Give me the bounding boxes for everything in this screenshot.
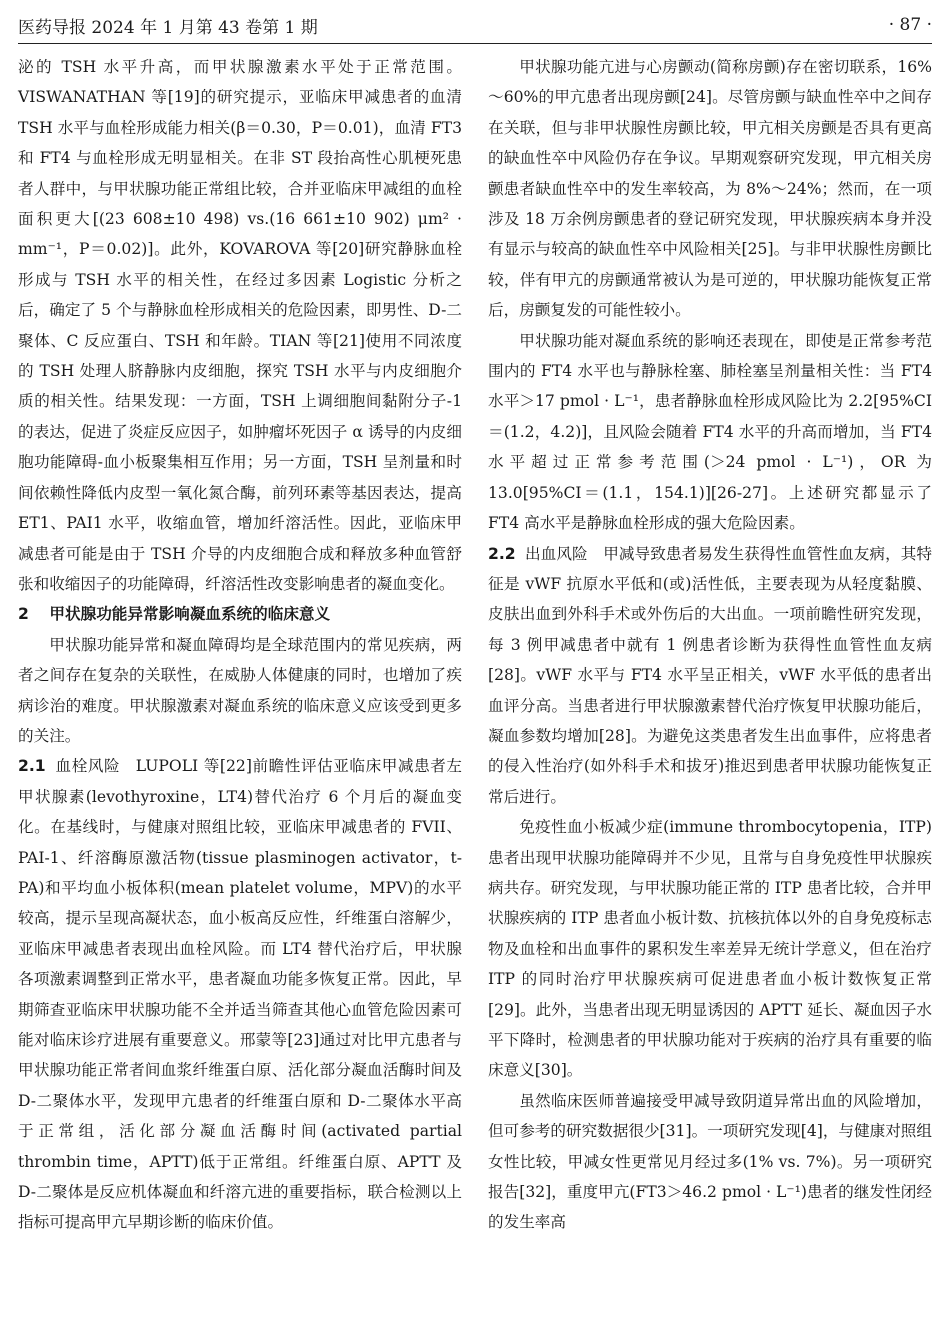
subsection-number: 2.2 <box>488 544 516 563</box>
subsection-paragraph <box>18 751 462 1238</box>
subsection-title: 出血风险 <box>524 544 588 563</box>
page-number: · 87 · <box>888 15 932 35</box>
header-rule <box>18 43 932 44</box>
subsection-paragraph <box>488 539 932 813</box>
paragraph: 免疫性血小板减少症(immune thrombocytopenia，ITP)患者出现甲状腺功能障碍并不少见，且常与自身免疫性甲状腺疾病共存。研究发现，与甲状腺功能正常的 ITP 患者比较，合并甲状腺疾病的 ITP 患者血小板计数、抗核抗体以外的自身免疫标志物及血栓和出血事件的累积发生率差异无统计学意义，但在治疗 ITP 的同时治疗甲状腺疾病可促进患者血小板计数恢复正常[29]。此外，当患者出现无明显诱因的 APTT 延长、凝血因子水平下降时，检测患者的甲状腺功能对于疾病的治疗具有重要的临床意义[30]。 <box>488 818 932 1080</box>
subsection-title: 血栓风险 <box>54 757 121 776</box>
section-heading <box>18 599 462 629</box>
paragraph: 甲状腺功能对凝血系统的影响还表现在，即使是正常参考范围内的 FT4 水平也与静脉栓塞、肺栓塞呈剂量相关性：当 FT4 水平＞17 pmol · L⁻¹，患者静脉血栓形成风险比为 2.2[95%CI＝(1.2，4.2)]，且风险会随着 FT4 水平的升高而增加，当 FT4 水平超过正常参考范围(＞24 pmol · L⁻¹)，OR 为 13.0[95%CI＝(1.1，154.1)][26-27]。上述研究都显示了 FT4 高水平是静脉血栓形成的强大危险因素。 <box>488 331 932 533</box>
paragraph: 甲状腺功能亢进与心房颤动(简称房颤)存在密切联系，16%～60%的甲亢患者出现房颤[24]。尽管房颤与缺血性卒中之间存在关联，但与非甲状腺性房颤比较，甲亢相关房颤是否具有更高的缺血性卒中风险仍存在争议。早期观察研究发现，甲亢相关房颤患者缺血性卒中的发生率较高，为 8%～24%；然而，在一项涉及 18 万余例房颤患者的登记研究发现，甲状腺疾病本身并没有显示与较高的缺血性卒中风险相关[25]。与非甲状腺性房颤比较，伴有甲亢的房颤通常被认为是可逆的，甲状腺功能恢复正常后，房颤复发的可能性较小。 <box>488 58 932 320</box>
subsection-number: 2.1 <box>18 757 46 776</box>
paragraph-text: 甲减导致患者易发生获得性血管性血友病，其特征是 vWF 抗原水平低和(或)活性低，主要表现为从轻度黏膜、皮肤出血到外科手术或外伤后的大出血。一项前瞻性研究发现，每 3 例甲减患者中就有 1 例患者诊断为获得性血管性血友病[28]。vWF 水平与 FT4 水平呈正相关，vWF 水平低的患者出血评分高。当患者进行甲状腺激素替代治疗恢复甲状腺功能后，凝血参数均增加[28]。为避免这类患者发生出血事件，应将患者的侵入性治疗(如外科手术和拔牙)推迟到患者甲状腺功能恢复正常后进行。 <box>488 544 932 806</box>
left-column <box>18 52 462 1238</box>
right-column <box>488 52 932 1238</box>
page-header <box>18 10 932 40</box>
paragraph: 泌的 TSH 水平升高，而甲状腺激素水平处于正常范围。VISWANATHAN 等[19]的研究提示，亚临床甲减患者的血清 TSH 水平与血栓形成能力相关(β＝0.30，P＝0.01)，血清 FT3 和 FT4 与血栓形成无明显相关。在非 ST 段抬高性心肌梗死患者人群中，与甲状腺功能正常组比较，合并亚临床甲减组的血栓面积更大[(23 608±10 498) vs.(16 661±10 902) μm² · mm⁻¹，P＝0.02)]。此外，KOVAROVA 等[20]研究静脉血栓形成与 TSH 水平的相关性，在经过多因素 Logistic 分析之后，确定了 5 个与静脉血栓形成相关的危险因素，即男性、D-二聚体、C 反应蛋白、TSH 和年龄。TIAN 等[21]使用不同浓度的 TSH 处理人脐静脉内皮细胞，探究 TSH 水平与内皮细胞介质的相关性。结果发现：一方面，TSH 上调细胞间黏附分子-1 的表达，促进了炎症反应因子，如肿瘤坏死因子 α 诱导的内皮细胞功能障碍-血小板聚集相互作用；另一方面，TSH 呈剂量和时间依赖性降低内皮型一氧化氮合酶，前列环素等基因表达，提高 ET1、PAI1 水平，收缩血管，增加纤溶活性。因此，亚临床甲减患者可能是由于 TSH 介导的内皮细胞合成和释放多种血管舒张和收缩因子的功能障碍，纤溶活性改变影响患者的凝血变化。 <box>18 58 462 593</box>
paragraph-text: LUPOLI 等[22]前瞻性评估亚临床甲减患者左甲状腺素(levothyroxine，LT4)替代治疗 6 个月后的凝血变化。在基线时，与健康对照组比较，亚临床甲减患者的 FVII、PAI-1、纤溶酶原激活物(tissue plasminogen activator，t-PA)和平均血小板体积(mean platelet volume，MPV)的水平较高，提示呈现高凝状态，血小板高反应性，纤维蛋白溶解少，亚临床甲减患者表现出血栓风险。而 LT4 替代治疗后，甲状腺各项激素调整到正常水平，患者凝血功能多恢复正常。因此，早期筛查亚临床甲状腺功能不全并适当筛查其他心血管危险因素可能对临床诊疗进展有重要意义。邢蒙等[23]通过对比甲亢患者与甲状腺功能正常者间血浆纤维蛋白原、活化部分凝血活酶时间及 D-二聚体水平，发现甲亢患者的纤维蛋白原和 D-二聚体水平高于正常组，活化部分凝血活酶时间(activated partial thrombin time，APTT)低于正常组。纤维蛋白原、APTT 及 D-二聚体是反应机体凝血和纤溶亢进的重要指标，联合检测以上指标可提高甲亢早期诊断的临床价值。 <box>18 757 462 1232</box>
section-title: 甲状腺功能异常影响凝血系统的临床意义 <box>49 605 331 624</box>
paragraph: 虽然临床医师普遍接受甲减导致阴道异常出血的风险增加，但可参考的研究数据很少[31]。一项研究发现[4]，与健康对照组女性比较，甲减女性更常见月经过多(1% vs. 7%)。另一项研究报告[32]，重度甲亢(FT3＞46.2 pmol · L⁻¹)患者的继发性闭经的发生率高 <box>488 1091 932 1232</box>
section-number: 2 <box>18 605 29 624</box>
paragraph: 甲状腺功能异常和凝血障碍均是全球范围内的常见疾病，两者之间存在复杂的关联性，在威胁人体健康的同时，也增加了疾病诊治的难度。甲状腺激素对凝血系统的临床意义应该受到更多的关注。 <box>18 635 462 745</box>
journal-info: 医药导报 2024 年 1 月第 43 卷第 1 期 <box>18 17 318 38</box>
